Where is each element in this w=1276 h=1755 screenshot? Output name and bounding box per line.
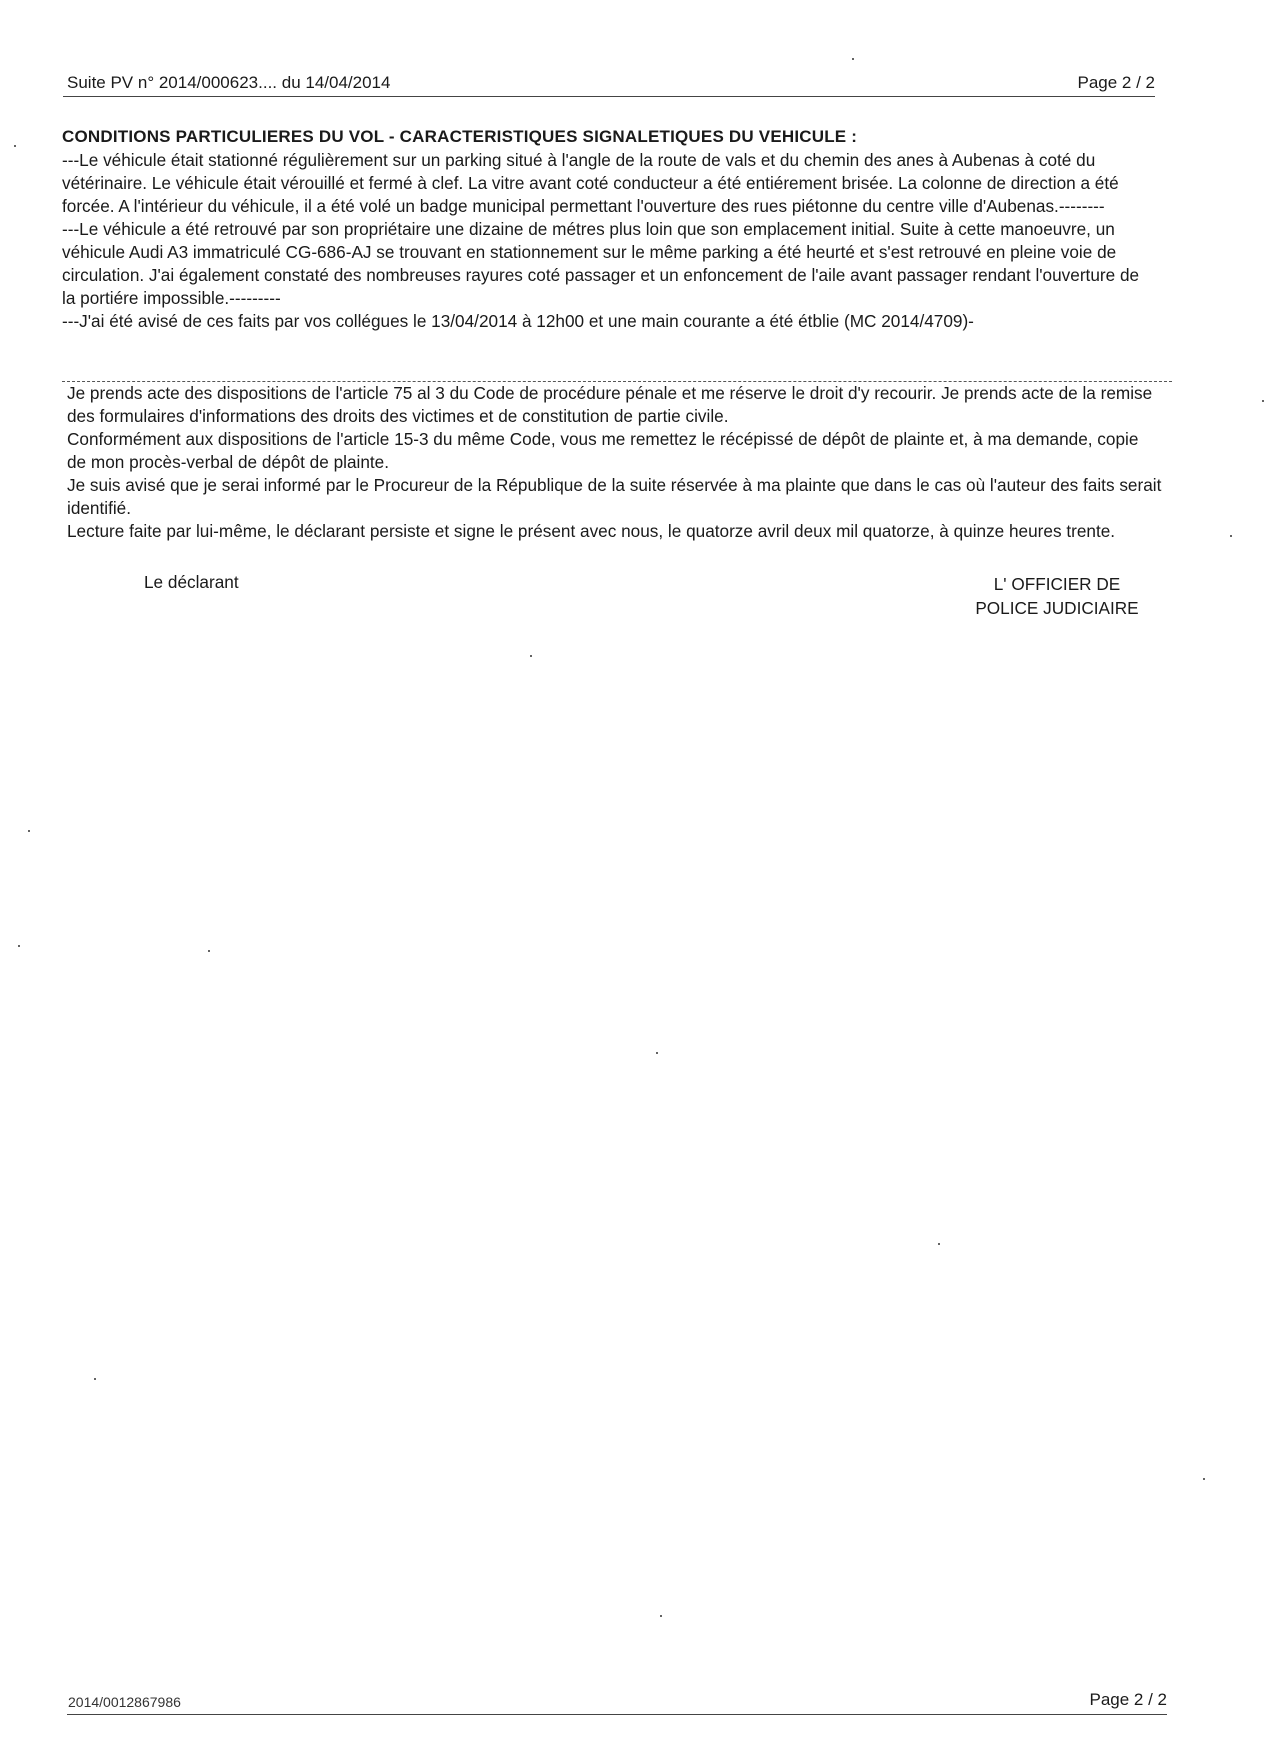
header-page-number: Page 2 / 2 (1077, 73, 1155, 92)
footer-page-number: Page 2 / 2 (1089, 1690, 1167, 1709)
paragraph-vehicle-found: ---Le véhicule a été retrouvé par son propriétaire une dizaine de métres plus loin que son emplacement initial. Suite à cette manoeuvre, un véhicule Audi A3 immatriculé CG-686-AJ se trouvant en stationnement sur le même parking a été heurté et s'est retrouvé en pleine voie de circulation. J'ai également constaté des nombreuses rayures coté passager et un enfoncement de l'aile avant passager rendant l'ouverture de la portiére impossible.--------- (62, 219, 1140, 308)
section-title: CONDITIONS PARTICULIERES DU VOL - CARACTERISTIQUES SIGNALETIQUES DU VEHICULE : (62, 127, 858, 146)
declaration-text (67, 382, 1162, 543)
paragraph-lecture: Lecture faite par lui-même, le déclarant persiste et signe le présent avec nous, le quatorze avril deux mil quatorze, à quinze heures trente. (67, 521, 1116, 541)
scan-speck (852, 58, 854, 60)
paragraph-procureur: Je suis avisé que je serai informé par le Procureur de la République de la suite réservée à ma plainte que dans le cas où l'auteur des faits serait identifié. (67, 475, 1162, 518)
pv-reference: Suite PV n° 2014/000623.... du 14/04/2014 (67, 73, 391, 92)
scan-speck (1203, 1478, 1205, 1480)
scan-speck (938, 1243, 940, 1245)
document-number: 2014/0012867986 (68, 1694, 181, 1710)
paragraph-notified: ---J'ai été avisé de ces faits par vos collégues le 13/04/2014 à 12h00 et une main courante a été étblie (MC 2014/4709)- (62, 311, 974, 331)
officer-title-line1: L' OFFICIER DE (993, 574, 1121, 594)
scan-speck (18, 945, 20, 947)
scan-speck (530, 655, 532, 657)
scan-speck (1230, 535, 1232, 537)
scan-speck (94, 1378, 96, 1380)
paragraph-article-15-3: Conformément aux dispositions de l'article 15-3 du même Code, vous me remettez le récépissé de dépôt de plainte et, à ma demande, copie de mon procès-verbal de dépôt de plainte. (67, 429, 1139, 472)
declarant-signature-label: Le déclarant (144, 572, 239, 592)
officer-title-line2: POLICE JUDICIAIRE (975, 598, 1139, 618)
page-header (63, 70, 1155, 97)
officer-signature-block (957, 572, 1157, 620)
scan-speck (656, 1052, 658, 1054)
scan-speck (208, 950, 210, 952)
paragraph-vehicle-parked: ---Le véhicule était stationné régulièrement sur un parking situé à l'angle de la route de vals et du chemin des anes à Aubenas à coté du vétérinaire. Le véhicule était vérouillé et fermé à clef. La vitre avant coté conducteur a été entiérement brisée. La colonne de direction a été forcée. A l'intérieur du véhicule, il a été volé un badge municipal permettant l'ouverture des rues piétonne du centre ville d'Aubenas.-------- (62, 150, 1119, 216)
page-footer (67, 1690, 1167, 1715)
scan-speck (1262, 400, 1264, 402)
theft-conditions-text (62, 149, 1157, 333)
scan-speck (660, 1615, 662, 1617)
paragraph-article-75: Je prends acte des dispositions de l'article 75 al 3 du Code de procédure pénale et me réserve le droit d'y recourir. Je prends acte de la remise des formulaires d'informations des droits des victimes et de constitution de partie civile. (67, 383, 1153, 426)
scan-speck (14, 145, 16, 147)
scan-speck (28, 830, 30, 832)
